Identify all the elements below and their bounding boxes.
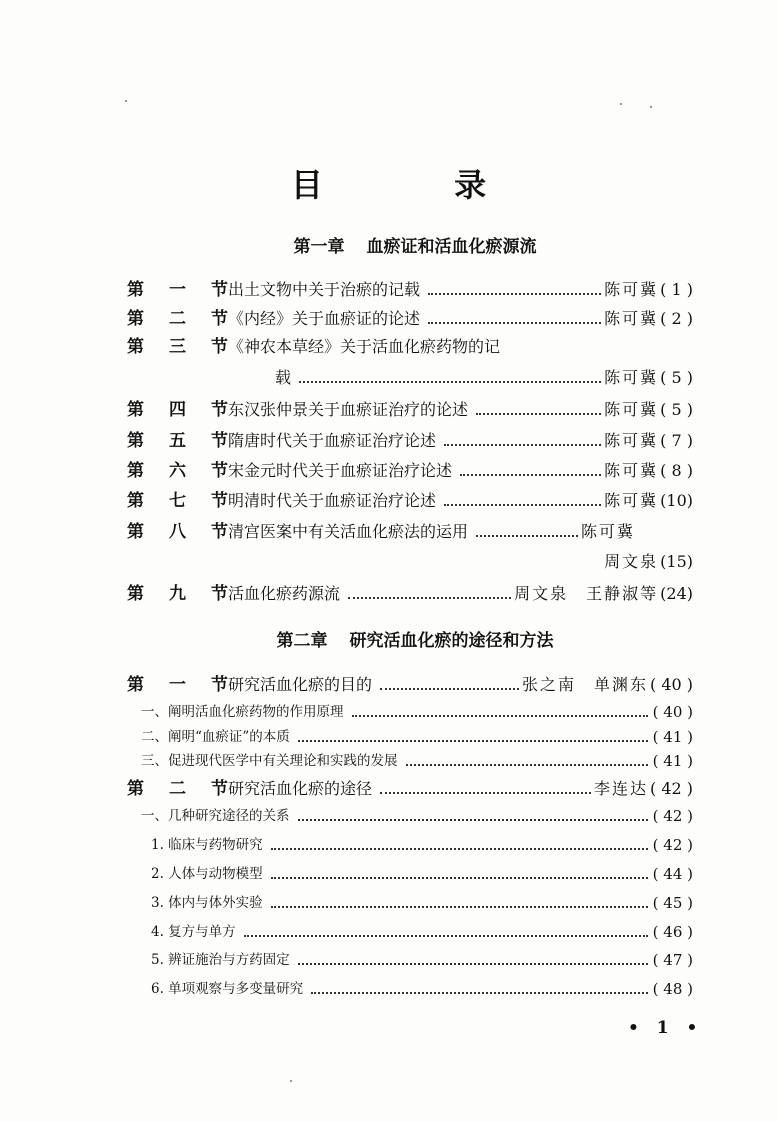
section-label: [127, 309, 228, 329]
dot-leader: [348, 597, 511, 599]
entry-page: ( 2 ): [660, 309, 693, 328]
section-label-char: 第: [127, 779, 144, 799]
toc-entry: [127, 455, 693, 481]
entry-page: ( 42 ): [652, 836, 693, 854]
entry-page: ( 41 ): [652, 728, 693, 746]
entry-page: ( 45 ): [652, 894, 693, 912]
toc-entry: [127, 331, 693, 357]
scan-speck: [620, 103, 622, 105]
section-label-char: 四: [169, 400, 186, 420]
entry-title: 2. 人体与动物模型: [151, 866, 263, 882]
toc-entry: [127, 274, 693, 300]
toc-entry: [127, 721, 693, 747]
entry-title: 6. 单项观察与多变量研究: [151, 981, 304, 997]
dot-leader: [271, 848, 648, 850]
section-label-char: 第: [127, 400, 144, 420]
chapter-number: 第一章: [293, 237, 345, 257]
entry-title: 《内经》关于血瘀证的论述: [228, 309, 421, 328]
entry-author: 陈可冀: [604, 431, 659, 450]
dot-leader: [444, 504, 601, 506]
toc-entry: [127, 858, 693, 884]
section-label-char: 三: [169, 337, 186, 357]
section-label: [127, 461, 228, 481]
toc-entry: [127, 745, 693, 771]
entry-author: 陈可冀: [604, 461, 659, 480]
entry-title: 明清时代关于血瘀证治疗论述: [228, 491, 437, 510]
entry-page: (24): [660, 584, 693, 603]
entry-page: ( 47 ): [652, 951, 693, 969]
entry-page: ( 48 ): [652, 980, 693, 998]
section-label-char: 节: [211, 675, 228, 695]
entry-title: 载: [275, 368, 292, 387]
dot-leader: [271, 877, 648, 879]
section-label: [127, 522, 228, 542]
entry-title: 4. 复方与单方: [151, 924, 236, 940]
entry-title: 出土文物中关于治瘀的记载: [228, 280, 421, 299]
section-label-char: 第: [127, 675, 144, 695]
entry-title: 一、阐明活血化瘀药物的作用原理: [141, 704, 344, 720]
dot-leader: [271, 906, 648, 908]
scan-speck: [125, 100, 127, 102]
section-label-char: 二: [169, 779, 186, 799]
dot-leader: [460, 474, 601, 476]
section-label-char: 节: [211, 779, 228, 799]
entry-author: 陈可冀: [604, 368, 659, 387]
dot-leader: [299, 381, 601, 383]
entry-author: 陈可冀: [604, 400, 659, 419]
section-label-char: 节: [211, 337, 228, 357]
entry-page: ( 42 ): [649, 779, 693, 798]
toc-entry: [127, 669, 693, 695]
dot-leader: [476, 535, 578, 537]
section-label-char: 第: [127, 461, 144, 481]
entry-title: 清宫医案中有关活血化瘀法的运用: [228, 522, 469, 541]
dot-leader: [476, 413, 601, 415]
toc-entry: [127, 973, 693, 999]
section-label-char: 第: [127, 431, 144, 451]
entry-author: 张之南 单渊东: [521, 675, 648, 694]
entry-title: 隋唐时代关于血瘀证治疗论述: [228, 431, 437, 450]
section-label-char: 节: [211, 431, 228, 451]
toc-entry: [127, 829, 693, 855]
entry-page: ( 44 ): [652, 865, 693, 883]
entry-page: (15): [660, 552, 693, 571]
section-label-char: 节: [211, 522, 228, 542]
toc-entry: [127, 516, 693, 542]
entry-title: 5. 辨证施治与方药固定: [151, 952, 290, 968]
section-label-char: 五: [169, 431, 186, 451]
page-title: 目 录: [290, 166, 547, 204]
section-label: [127, 779, 228, 799]
section-label: [127, 280, 228, 300]
dot-leader: [428, 293, 601, 295]
entry-title: 一、几种研究途径的关系: [141, 808, 290, 824]
entry-title: 三、促进现代医学中有关理论和实践的发展: [141, 753, 398, 769]
dot-leader: [244, 935, 648, 937]
entry-title: 研究活血化瘀的目的: [228, 675, 373, 694]
page-number: • 1 •: [628, 1018, 704, 1038]
scan-speck: [290, 1080, 292, 1082]
toc-entry: [127, 696, 693, 722]
dot-leader: [380, 688, 519, 690]
entry-title: 3. 体内与体外实验: [151, 895, 263, 911]
toc-entry: [127, 303, 693, 329]
dot-leader: [428, 322, 601, 324]
toc-entry: [127, 394, 693, 420]
section-label-char: 节: [211, 584, 228, 604]
entry-author: 陈可冀: [604, 491, 659, 510]
entry-page: ( 40 ): [652, 703, 693, 721]
toc-entry: [127, 944, 693, 970]
section-label-char: 二: [169, 309, 186, 329]
toc-entry: [127, 362, 693, 388]
dot-leader: [352, 715, 648, 717]
entry-author: 周文泉 王静淑等: [514, 584, 659, 603]
toc-entry: [127, 916, 693, 942]
section-label-char: 节: [211, 400, 228, 420]
toc-entry: [127, 546, 693, 572]
entry-title: 1. 临床与药物研究: [151, 837, 263, 853]
section-label-char: 第: [127, 280, 144, 300]
entry-page: ( 8 ): [660, 461, 693, 480]
section-label-char: 第: [127, 522, 144, 542]
toc-entry: [127, 425, 693, 451]
entry-title: 研究活血化瘀的途径: [228, 779, 373, 798]
entry-page: ( 1 ): [660, 280, 693, 299]
section-label: [127, 584, 228, 604]
entry-page: ( 5 ): [660, 400, 693, 419]
section-label-char: 节: [211, 280, 228, 300]
toc-entry: [127, 773, 693, 799]
section-label-char: 节: [211, 461, 228, 481]
section-label-char: 第: [127, 337, 144, 357]
entry-title: 活血化瘀药源流: [228, 584, 341, 603]
chapter-number: 第二章: [276, 631, 328, 651]
dot-leader: [406, 764, 648, 766]
section-label: [127, 431, 228, 451]
dot-leader: [444, 444, 601, 446]
entry-page: ( 40 ): [649, 675, 693, 694]
entry-author: 陈可冀: [604, 309, 659, 328]
chapter-name: 血瘀证和活血化瘀源流: [366, 237, 537, 257]
entry-author: 周文泉: [604, 552, 659, 571]
section-label: [127, 675, 228, 695]
section-label-char: 九: [169, 584, 186, 604]
chapter-2-heading: [0, 626, 777, 651]
dot-leader: [298, 740, 648, 742]
entry-page: ( 46 ): [652, 923, 693, 941]
entry-title: 宋金元时代关于血瘀证治疗论述: [228, 461, 453, 480]
scan-speck: [650, 106, 652, 108]
section-label-char: 节: [211, 491, 228, 511]
toc-entry: [127, 578, 693, 604]
toc-entry: [127, 800, 693, 826]
entry-page: ( 42 ): [652, 807, 693, 825]
entry-page: ( 7 ): [660, 431, 693, 450]
section-label-char: 七: [169, 491, 186, 511]
entry-page: ( 41 ): [652, 752, 693, 770]
entry-page: ( 5 ): [660, 368, 693, 387]
toc-entry: [127, 485, 693, 511]
entry-author: 陈可冀: [580, 522, 635, 541]
section-label-char: 六: [169, 461, 186, 481]
section-label: [127, 400, 228, 420]
dot-leader: [298, 963, 648, 965]
entry-title: 《神农本草经》关于活血化瘀药物的记: [228, 337, 501, 356]
chapter-name: 研究活血化瘀的途径和方法: [349, 631, 554, 651]
section-label-char: 八: [169, 522, 186, 542]
entry-title: 二、阐明“血瘀证”的本质: [141, 729, 290, 745]
chapter-1-heading: [0, 232, 777, 257]
section-label: [127, 491, 228, 511]
section-label-char: 第: [127, 309, 144, 329]
section-label: [127, 337, 228, 357]
dot-leader: [311, 992, 648, 994]
section-label-char: 节: [211, 309, 228, 329]
section-label-char: 第: [127, 584, 144, 604]
entry-author: 陈可冀: [604, 280, 659, 299]
entry-author: 李连达: [593, 779, 648, 798]
toc-entry: [127, 887, 693, 913]
entry-title: 东汉张仲景关于血瘀证治疗的论述: [228, 400, 469, 419]
section-label-char: 一: [169, 280, 186, 300]
entry-page: (10): [660, 491, 693, 510]
dot-leader: [298, 819, 648, 821]
section-label-char: 第: [127, 491, 144, 511]
dot-leader: [380, 792, 591, 794]
section-label-char: 一: [169, 675, 186, 695]
